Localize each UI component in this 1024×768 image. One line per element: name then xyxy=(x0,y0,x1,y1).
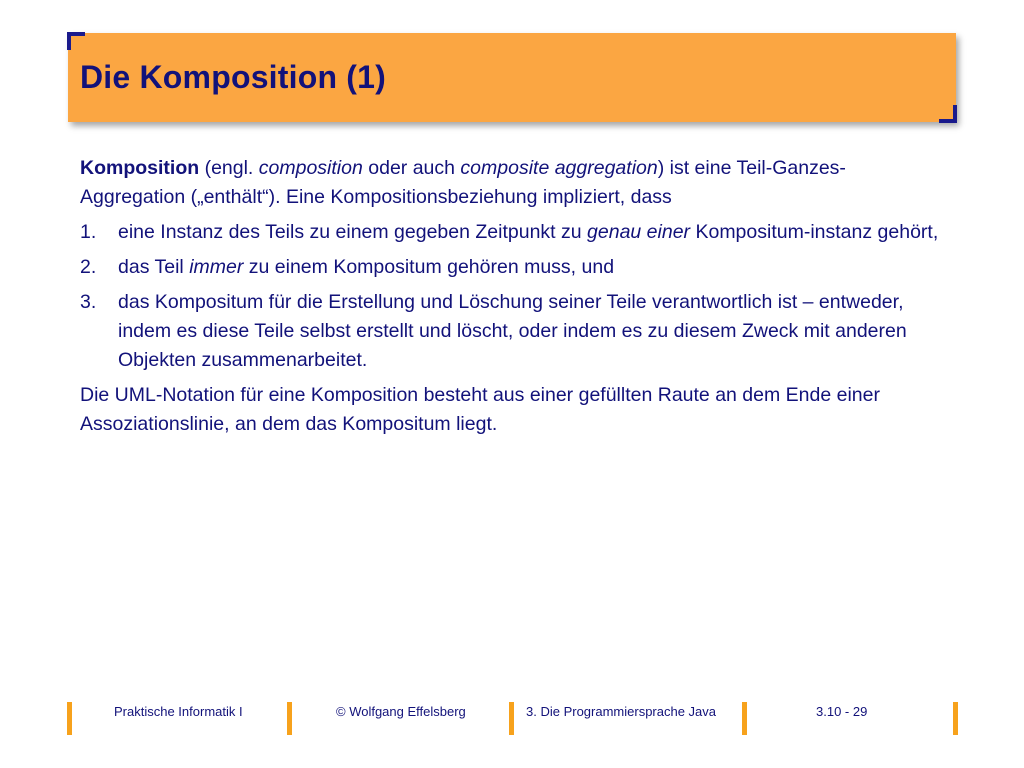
list-item-text: das Kompositum für die Erstellung und Löschung seiner Teile verantwortlich ist – entweder, indem es diese Teile selbst erstellt und löscht, oder indem es zu diesem Zweck mit anderen Objekten zusammenarbeitet. xyxy=(118,291,907,371)
footer-divider xyxy=(287,702,292,735)
footer-course: Praktische Informatik I xyxy=(114,704,243,719)
slide-title: Die Komposition (1) xyxy=(80,59,387,95)
list-item xyxy=(80,218,940,247)
intro-text-1: (engl. xyxy=(199,157,259,179)
list-item xyxy=(80,253,940,282)
term-komposition: Komposition xyxy=(80,157,200,179)
list-item-text: das Teil xyxy=(118,256,190,278)
title-banner xyxy=(68,33,956,122)
list-item-text: Kompositum-instanz gehört, xyxy=(690,221,939,243)
list-item xyxy=(80,288,940,375)
list-number: 1. xyxy=(80,221,97,243)
footer-divider xyxy=(67,702,72,735)
list-item-text: eine Instanz des Teils zu einem gegeben Zeitpunkt zu xyxy=(118,221,588,243)
closing-paragraph: Die UML-Notation für eine Komposition besteht aus einer gefüllten Raute an dem Ende einer Assoziationslinie, an dem das Kompositum liegt. xyxy=(80,384,880,435)
intro-text-2: oder auch xyxy=(362,157,461,179)
list-number: 2. xyxy=(80,256,97,278)
footer-author: © Wolfgang Effelsberg xyxy=(336,704,466,719)
intro-term-composite-aggregation: composite aggregation xyxy=(460,157,658,179)
slide-footer xyxy=(0,700,1024,740)
list-item-text: zu einem Kompositum gehören muss, und xyxy=(243,256,615,278)
list-item-emphasis: immer xyxy=(189,256,244,278)
footer-divider xyxy=(509,702,514,735)
footer-divider xyxy=(742,702,747,735)
intro-text-3: ) ist eine Teil-Ganzes-Aggregation („enthält“). Eine Kompositionsbeziehung impliziert, dass xyxy=(80,157,846,208)
corner-bracket-bottom-right xyxy=(939,105,957,123)
corner-bracket-top-left xyxy=(67,32,85,50)
list-number: 3. xyxy=(80,291,97,313)
slide-body xyxy=(80,154,940,445)
intro-paragraph xyxy=(80,154,940,212)
footer-page-number: 3.10 - 29 xyxy=(816,704,868,719)
list-item-emphasis: genau einer xyxy=(587,221,691,243)
footer-chapter: 3. Die Programmiersprache Java xyxy=(526,704,717,719)
numbered-list xyxy=(80,218,940,375)
footer-divider xyxy=(953,702,958,735)
intro-term-composition: composition xyxy=(258,157,363,179)
